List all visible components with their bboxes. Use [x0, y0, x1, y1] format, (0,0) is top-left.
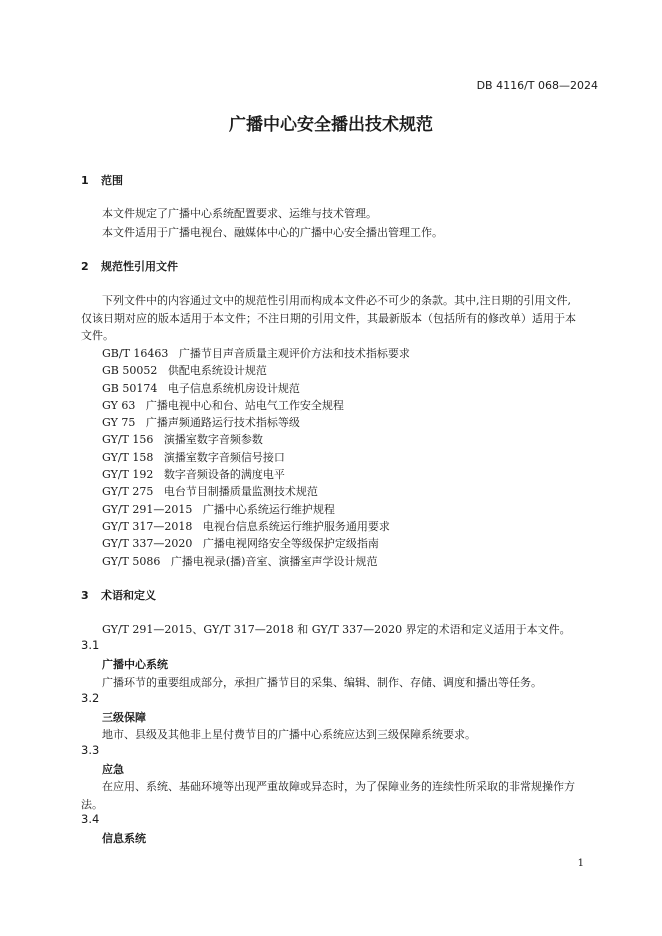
term-number: 3.2	[81, 691, 100, 705]
term-number: 3.3	[81, 743, 100, 757]
refs-intro-line-1: 下列文件中的内容通过文中的规范性引用而构成本文件必不可少的条款。其中,注日期的引用文件,	[102, 294, 571, 307]
reference-item: GB/T 16463 广播节目声音质量主观评价方法和技术指标要求	[102, 347, 410, 360]
reference-item: GY/T 158 演播室数字音频信号接口	[102, 451, 285, 464]
section-number: 2	[81, 260, 89, 273]
reference-item: GY/T 156 演播室数字音频参数	[102, 433, 263, 446]
terms-intro: GY/T 291—2015、GY/T 317—2018 和 GY/T 337—2020 界定的术语和定义适用于本文件。	[102, 623, 571, 636]
refs-intro-line-3: 文件。	[81, 329, 114, 342]
section-heading-scope	[81, 172, 123, 188]
section-title: 规范性引用文件	[101, 260, 178, 273]
document-title: 广播中心安全播出技术规范	[229, 115, 433, 135]
term-definition-continued: 法。	[81, 798, 103, 811]
section-title: 术语和定义	[101, 589, 156, 602]
reference-item: GY/T 275 电台节目制播质量监测技术规范	[102, 485, 318, 498]
refs-intro-line-2: 仅该日期对应的版本适用于本文件；不注日期的引用文件，其最新版本（包括所有的修改单）适用于本	[81, 312, 576, 325]
reference-item: GY/T 192 数字音频设备的满度电平	[102, 468, 285, 481]
section-heading-normative-refs	[81, 258, 178, 274]
section-heading-terms	[81, 587, 156, 603]
section-number: 1	[81, 174, 89, 187]
standard-number: DB 4116/T 068—2024	[476, 79, 598, 92]
reference-item: GB 50052 供配电系统设计规范	[102, 364, 267, 377]
page-number: 1	[577, 858, 584, 869]
term-number: 3.4	[81, 812, 100, 826]
term-definition: 在应用、系统、基础环境等出现严重故障或异态时，为了保障业务的连续性所采取的非常规操作方	[102, 780, 575, 793]
reference-item: GY/T 317—2018 电视台信息系统运行维护服务通用要求	[102, 520, 390, 533]
term-definition: 地市、县级及其他非上星付费节目的广播中心系统应达到三级保障系统要求。	[102, 728, 476, 741]
section-title: 范围	[101, 174, 123, 187]
reference-item: GY/T 291—2015 广播中心系统运行维护规程	[102, 503, 335, 516]
term-name: 广播中心系统	[102, 658, 168, 671]
section-number: 3	[81, 589, 89, 602]
term-name: 应急	[102, 763, 124, 776]
reference-item: GY/T 337—2020 广播电视网络安全等级保护定级指南	[102, 537, 379, 550]
reference-item: GY/T 5086 广播电视录(播)音室、演播室声学设计规范	[102, 555, 378, 568]
reference-item: GY 75 广播声频通路运行技术指标等级	[102, 416, 300, 429]
term-definition: 广播环节的重要组成部分，承担广播节目的采集、编辑、制作、存储、调度和播出等任务。	[102, 676, 542, 689]
reference-item: GB 50174 电子信息系统机房设计规范	[102, 382, 300, 395]
reference-item: GY 63 广播电视中心和台、站电气工作安全规程	[102, 399, 344, 412]
scope-paragraph-2: 本文件适用于广播电视台、融媒体中心的广播中心安全播出管理工作。	[102, 226, 443, 239]
term-name: 三级保障	[102, 711, 146, 724]
term-name: 信息系统	[102, 832, 146, 845]
term-number: 3.1	[81, 638, 100, 652]
scope-paragraph-1: 本文件规定了广播中心系统配置要求、运维与技术管理。	[102, 207, 377, 220]
